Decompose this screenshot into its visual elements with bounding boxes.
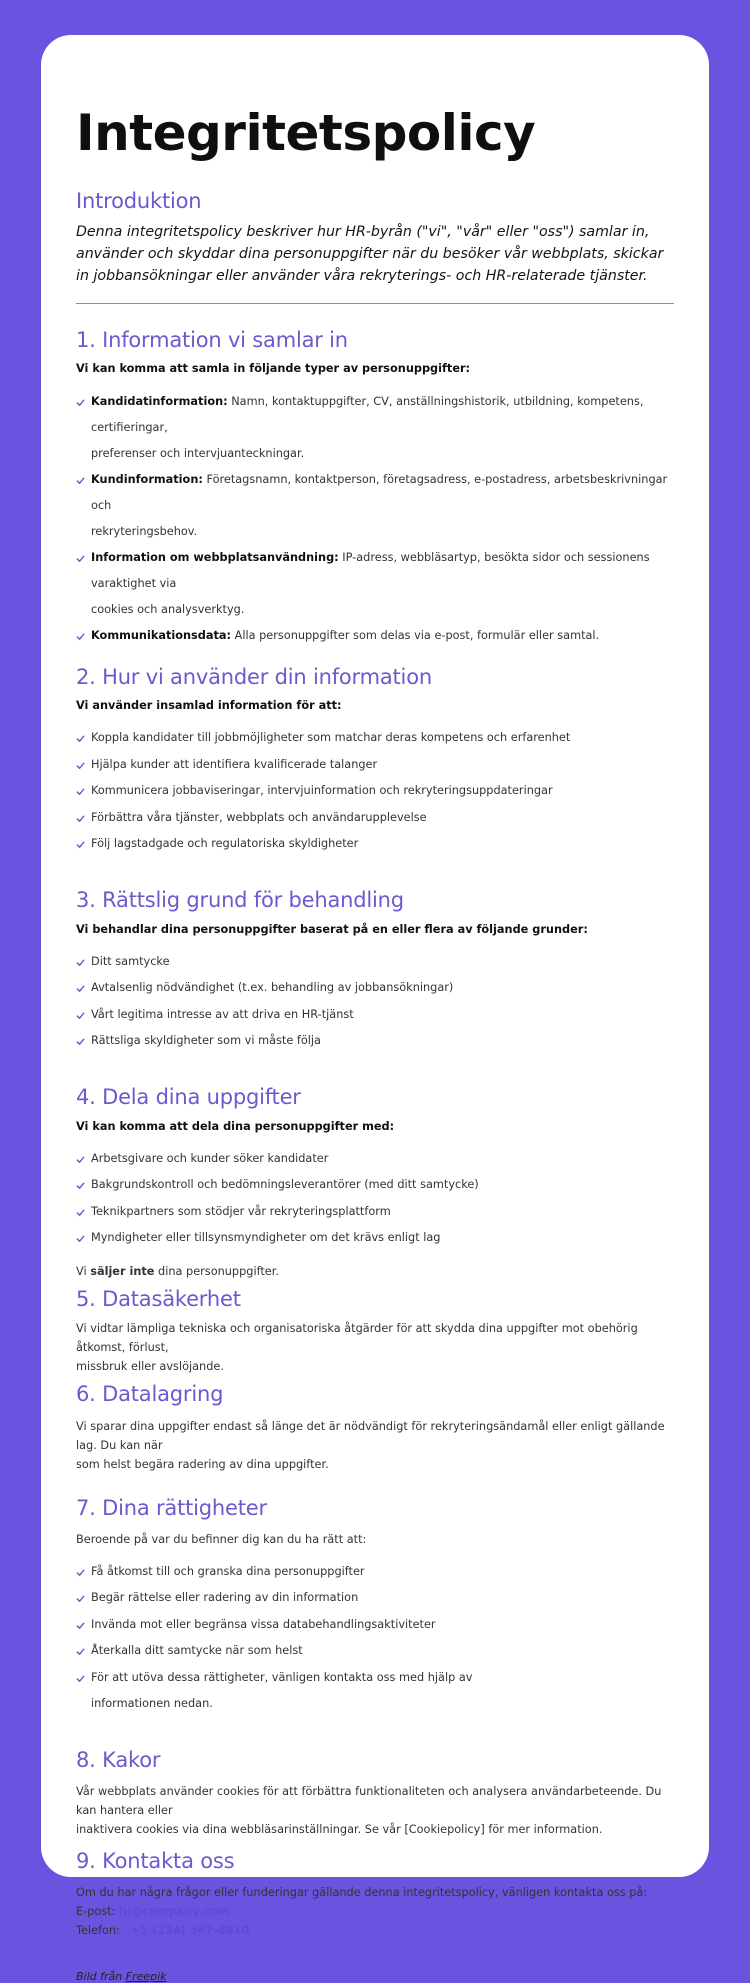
item-text: cookies och analysverktyg. (91, 603, 245, 616)
item-text: preferenser och intervjuanteckningar. (91, 447, 305, 460)
section-7-lead: Beroende på var du befinner dig kan du ha rätt att: (76, 1532, 367, 1546)
item-text: Namn, kontaktuppgifter, CV, anställningshistorik, utbildning, kompetens, certifieringar, (91, 395, 644, 434)
note-emphasis: säljer inte (90, 1264, 155, 1278)
section-1-lead: Vi kan komma att samla in följande typer av personuppgifter: (76, 362, 471, 375)
item-text: Alla personuppgifter som delas via e-post, formulär eller samtal. (231, 629, 600, 642)
item-text: Koppla kandidater till jobbmöjligheter som matchar deras kompetens och erfarenhet (91, 731, 571, 744)
item-text: För att utöva dessa rättigheter, vänligen kontakta oss med hjälp av (91, 1670, 473, 1684)
item-text: informationen nedan. (91, 1697, 213, 1710)
section-9-heading: 9. Kontakta oss (76, 1848, 235, 1873)
item-text: Kommunicera jobbaviseringar, intervjuinformation och rekryteringsuppdateringar (91, 784, 553, 797)
list-item (76, 725, 674, 752)
intro-heading: Introduktion (76, 189, 202, 213)
check-icon (76, 554, 85, 563)
text-line: som helst begära radering av dina uppgifter. (76, 1457, 329, 1471)
list-item (76, 1225, 674, 1252)
check-icon (76, 958, 85, 967)
image-credit (76, 1970, 674, 1983)
section-4-heading: 4. Dela dina uppgifter (76, 1084, 301, 1109)
list-item (76, 949, 674, 976)
list-item (76, 831, 674, 858)
item-text: Återkalla ditt samtycke när som helst (91, 1644, 303, 1657)
check-icon (76, 840, 85, 849)
check-icon (76, 398, 85, 407)
item-text: Myndigheter eller tillsynsmyndigheter om det krävs enligt lag (91, 1231, 441, 1244)
item-text: Teknikpartners som stödjer vår rekryteringsplattform (91, 1204, 391, 1218)
phone-link[interactable]: +1 (234) 567-8910 (130, 1923, 250, 1937)
section-1-heading: 1. Information vi samlar in (76, 328, 348, 352)
section-1-list (76, 389, 674, 649)
list-item (76, 1638, 674, 1665)
item-text: Avtalsenlig nödvändighet (t.ex. behandling av jobbansökningar) (91, 981, 454, 994)
check-icon (76, 476, 85, 485)
list-item (76, 1199, 674, 1226)
list-item (76, 623, 674, 649)
item-text: Följ lagstadgade och regulatoriska skyldigheter (91, 837, 359, 850)
section-2-heading: 2. Hur vi använder din information (76, 665, 432, 689)
list-item (76, 1146, 674, 1173)
item-text: IP-adress, webbläsartyp, besökta sidor och sessionens varaktighet via (91, 551, 650, 590)
list-item (76, 1172, 674, 1199)
check-icon (76, 1011, 85, 1020)
text-line: Vår webbplats använder cookies för att förbättra funktionaliteten och analysera användarbeteende. Du kan hantera eller (76, 1784, 662, 1817)
item-text: Hjälpa kunder att identifiera kvalificerade talanger (91, 757, 378, 771)
text-line: Vi sparar dina uppgifter endast så länge det är nödvändigt för rekryteringsändamål eller enligt gällande lag. Du kan när (76, 1419, 665, 1452)
contact-phone-row (76, 1921, 674, 1940)
item-text: Vårt legitima intresse av att driva en HR-tjänst (91, 1007, 354, 1021)
check-icon (76, 761, 85, 770)
list-item (76, 975, 674, 1002)
check-icon (76, 1647, 85, 1656)
section-3-heading: 3. Rättslig grund för behandling (76, 887, 404, 912)
item-text: Få åtkomst till och granska dina personuppgifter (91, 1564, 365, 1578)
intro-text: Denna integritetspolicy beskriver hur HR-byrån ("vi", "vår" eller "oss") samlar in, använder och skyddar dina personuppgifter när du besöker vår webbplats, skickar in jobbansökningar eller använder våra rekryterings- och HR-relaterade tjänster. (76, 224, 664, 284)
note-text: dina personuppgifter. (154, 1264, 279, 1278)
check-icon (76, 1234, 85, 1243)
freepik-link[interactable]: Freepik (125, 1969, 167, 1983)
list-item (76, 389, 674, 467)
section-5-heading: 5. Datasäkerhet (76, 1286, 241, 1311)
section-6-heading: 6. Datalagring (76, 1381, 224, 1406)
section-9-text: Om du har några frågor eller funderingar gällande denna integritetspolicy, vänligen kontakta oss på: (76, 1885, 648, 1899)
check-icon (76, 1155, 85, 1164)
section-6-text (76, 1417, 674, 1474)
list-item (76, 752, 674, 779)
item-text: rekryteringsbehov. (91, 525, 198, 538)
list-item (76, 1559, 674, 1586)
item-label: Information om webbplatsanvändning: (91, 551, 339, 564)
credit-prefix: Bild från (76, 1969, 126, 1983)
section-7-heading: 7. Dina rättigheter (76, 1495, 267, 1520)
note-text: Vi (76, 1264, 91, 1278)
item-text: Invända mot eller begränsa vissa databehandlingsaktiviteter (91, 1617, 436, 1631)
item-text: Företagsnamn, kontaktperson, företagsadress, e-postadress, arbetsbeskrivningar och (91, 473, 668, 512)
check-icon (76, 1208, 85, 1217)
text-line: inaktivera cookies via dina webbläsarinställningar. Se vår [Cookiepolicy] för mer information. (76, 1822, 603, 1836)
check-icon (76, 1674, 85, 1683)
check-icon (76, 984, 85, 993)
list-item (76, 467, 674, 545)
list-item (76, 1665, 674, 1718)
check-icon (76, 1621, 85, 1630)
section-4-list (76, 1146, 674, 1252)
contact-email-row (76, 1902, 674, 1921)
check-icon (76, 1594, 85, 1603)
section-4-lead: Vi kan komma att dela dina personuppgifter med: (76, 1119, 395, 1133)
check-icon (76, 734, 85, 743)
item-label: Kandidatinformation: (91, 395, 228, 408)
phone-label: Telefon: (76, 1923, 124, 1937)
item-label: Kommunikationsdata: (91, 629, 232, 642)
list-item (76, 1028, 674, 1055)
section-3-list (76, 949, 674, 1055)
item-text: Bakgrundskontroll och bedömningsleverantörer (med ditt samtycke) (91, 1178, 479, 1191)
list-item (76, 778, 674, 805)
item-text: Begär rättelse eller radering av din information (91, 1591, 359, 1604)
text-line: Vi vidtar lämpliga tekniska och organisatoriska åtgärder för att skydda dina uppgifter mot obehörig åtkomst, förlust, (76, 1321, 638, 1354)
list-item (76, 805, 674, 832)
list-item (76, 545, 674, 623)
section-2-list (76, 725, 674, 858)
divider (76, 303, 674, 304)
list-item (76, 1612, 674, 1639)
page-title: Integritetspolicy (76, 104, 536, 162)
check-icon (76, 1037, 85, 1046)
item-text: Förbättra våra tjänster, webbplats och användarupplevelse (91, 810, 427, 824)
section-8-heading: 8. Kakor (76, 1747, 161, 1772)
check-icon (76, 1181, 85, 1190)
email-label: E-post: (76, 1904, 120, 1918)
check-icon (76, 787, 85, 796)
item-label: Kundinformation: (91, 473, 203, 486)
check-icon (76, 814, 85, 823)
section-8-text (76, 1782, 674, 1839)
text-line: missbruk eller avslöjande. (76, 1359, 224, 1373)
policy-card (41, 35, 709, 1983)
check-icon (76, 1568, 85, 1577)
section-4-note (76, 1262, 674, 1281)
check-icon (76, 632, 85, 641)
section-5-text (76, 1319, 674, 1376)
item-text: Rättsliga skyldigheter som vi måste följa (91, 1034, 321, 1047)
section-7-list (76, 1559, 674, 1718)
list-item (76, 1585, 674, 1612)
email-link[interactable]: hi@company.com (119, 1904, 230, 1918)
item-text: Arbetsgivare och kunder söker kandidater (91, 1151, 329, 1165)
item-text: Ditt samtycke (91, 954, 170, 968)
list-item (76, 1002, 674, 1029)
section-3-lead: Vi behandlar dina personuppgifter baserat på en eller flera av följande grunder: (76, 922, 588, 936)
section-2-lead: Vi använder insamlad information för att: (76, 699, 342, 712)
